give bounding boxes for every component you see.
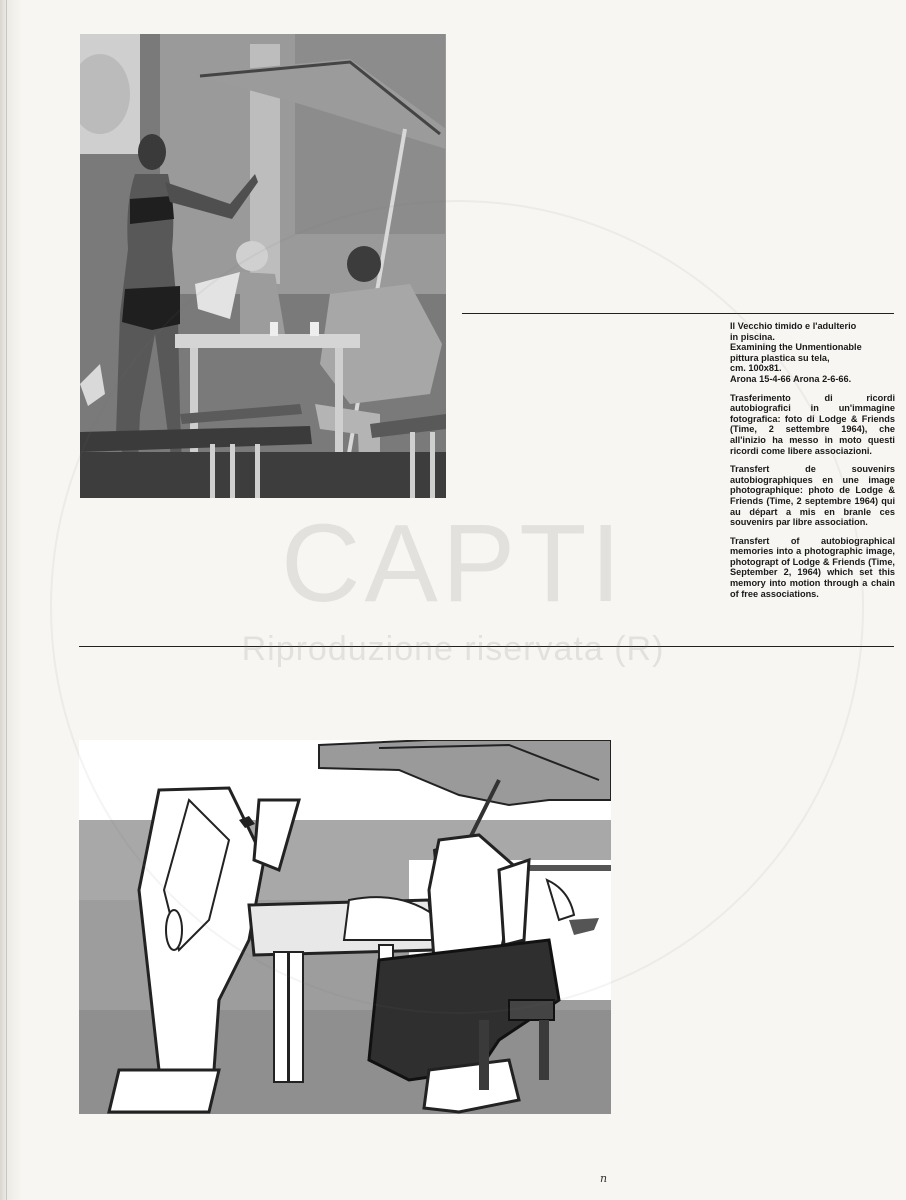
middle-divider-rule: [79, 646, 894, 647]
caption-title: Il Vecchio timido e l'adulterio in piscina. Examining the Unmentionable pittura plastica su tela, cm. 100x81. Arona 15-4-66 Arona 2-6-66.: [730, 321, 862, 384]
top-divider-rule: [462, 313, 894, 314]
watermark-title: CAPTI: [281, 502, 625, 625]
caption-french: Transfert de souvenirs autobiographiques en une image photographique: photo de Lodge & Friends (Time, 2 septembre 1964) qui au départ a mis en branle ces souvenirs par libre association.: [730, 464, 895, 528]
signature-mark: n: [600, 1172, 608, 1185]
page-binding-edge: [0, 0, 22, 1200]
artwork-caption: [730, 321, 895, 607]
caption-english: Transfert of autobiographical memories into a photographic image, photograpt of Lodge & Friends (Time, September 2, 1964) which set this memory into motion through a chain of free associations.: [730, 535, 895, 599]
caption-italian: Trasferimento di ricordi autobiografici in un'immagine fotografica: foto di Lodge & Friends (Time, 2 settembre 1964), che all'inizio ha messo in moto questi ricordi come libere associazioni.: [730, 392, 895, 456]
poolside-photograph: [80, 34, 446, 498]
watermark-subtitle: Riproduzione riservata (R): [241, 630, 665, 668]
pop-art-painting: [79, 740, 611, 1114]
